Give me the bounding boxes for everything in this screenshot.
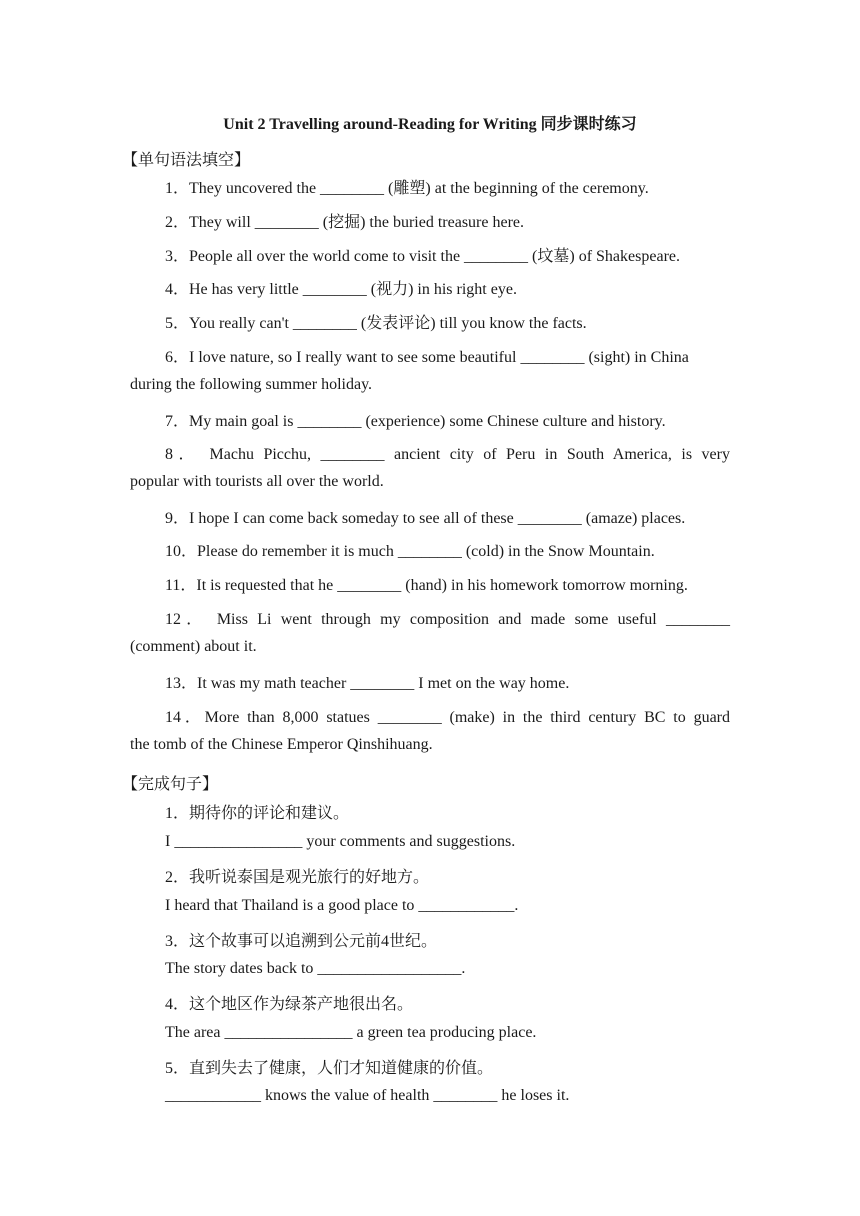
prompt-line: 4．这个地区作为绿茶产地很出名。 [165,996,414,1013]
prompt-line: 3．这个故事可以追溯到公元前4世纪。 [165,933,438,950]
answer-line: I ________________ your comments and suggestions. [165,833,516,850]
page-title: Unit 2 Travelling around-Reading for Writing 同步课时练习 [223,116,637,133]
exercise-line: 2．They will ________ (挖掘) the buried treasure here. [165,214,525,231]
exercise-line-continued: (comment) about it. [130,638,257,655]
exercise-line-continued: during the following summer holiday. [130,376,373,393]
exercise-line-continued: the tomb of the Chinese Emperor Qinshihuang. [130,736,433,753]
answer-line: ____________ knows the value of health ________ he loses it. [165,1087,570,1104]
exercise-line: 12． Miss Li went through my composition and made some useful ________ [165,611,730,628]
exercise-line: 14．More than 8,000 statues ________ (make) in the third century BC to guard [165,709,730,726]
exercise-line: 7．My main goal is ________ (experience) some Chinese culture and history. [165,413,666,430]
exercise-line: 6．I love nature, so I really want to see some beautiful ________ (sight) in China [165,349,689,366]
exercise-line: 5．You really can't ________ (发表评论) till you know the facts. [165,315,587,332]
exercise-line-continued: popular with tourists all over the world. [130,473,384,490]
exercise-line: 11．It is requested that he ________ (hand) in his homework tomorrow morning. [165,577,688,594]
section-heading-grammar-fill: 【单句语法填空】 [122,152,251,169]
prompt-line: 2．我听说泰国是观光旅行的好地方。 [165,869,430,886]
exercise-line: 3．People all over the world come to visit the ________ (坟墓) of Shakespeare. [165,248,680,265]
exercise-line: 8． Machu Picchu, ________ ancient city of Peru in South America, is very [165,446,730,463]
answer-line: The area ________________ a green tea producing place. [165,1024,537,1041]
exercise-line: 4．He has very little ________ (视力) in his right eye. [165,281,517,298]
exercise-line: 13．It was my math teacher ________ I met on the way home. [165,675,570,692]
exercise-line: 9．I hope I can come back someday to see all of these ________ (amaze) places. [165,510,686,527]
prompt-line: 1．期待你的评论和建议。 [165,805,350,822]
exercise-line: 1．They uncovered the ________ (雕塑) at the beginning of the ceremony. [165,180,649,197]
answer-line: I heard that Thailand is a good place to ____________. [165,897,519,914]
answer-line: The story dates back to __________________. [165,960,466,977]
prompt-line: 5．直到失去了健康，人们才知道健康的价值。 [165,1060,494,1077]
section-heading-complete-sentences: 【完成句子】 [122,776,219,793]
exercise-line: 10．Please do remember it is much ________ (cold) in the Snow Mountain. [165,543,655,560]
